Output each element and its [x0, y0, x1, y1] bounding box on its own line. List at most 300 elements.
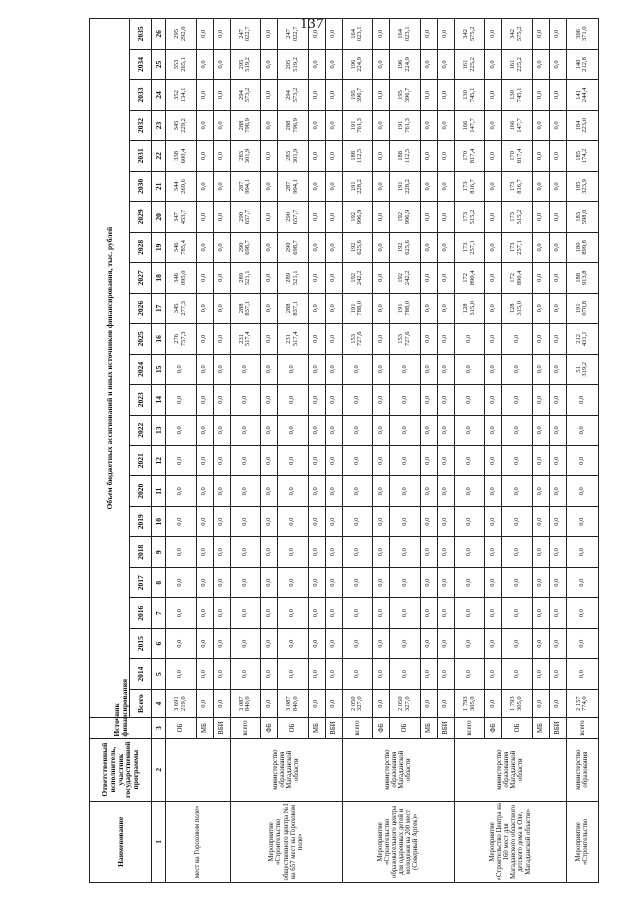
row-value: 0,0	[437, 263, 454, 293]
row-value: 0,0	[213, 354, 230, 384]
row-value: 0,0	[196, 293, 213, 323]
row-value: 0,0	[325, 354, 342, 384]
row-value: 0,0	[308, 171, 325, 201]
row-value: 0,0	[437, 49, 454, 79]
column-number: 24	[152, 80, 166, 110]
row-value: 0,0	[566, 415, 598, 445]
row-value: 0,0	[213, 415, 230, 445]
row-value: 0,0	[308, 202, 325, 232]
row-total: 3 087 840,0	[278, 689, 309, 717]
row-value: 0,0	[342, 506, 373, 536]
row-value: 0,0	[420, 293, 437, 323]
column-number: 25	[152, 49, 166, 79]
row-value: 0,0	[196, 80, 213, 110]
row-value: 173 257,1	[502, 232, 533, 262]
header-numbering-row	[152, 19, 166, 883]
row-value: 0,0	[549, 415, 566, 445]
row-total: 2 050 327,0	[342, 689, 373, 717]
row-value: 0,0	[502, 415, 533, 445]
row-value: 0,0	[454, 506, 485, 536]
row-responsible	[166, 738, 231, 801]
row-value: 0,0	[502, 567, 533, 597]
column-number: 26	[152, 19, 166, 50]
row-value: 0,0	[549, 659, 566, 689]
row-value: 0,0	[325, 293, 342, 323]
row-value: 0,0	[420, 110, 437, 140]
row-value: 0,0	[485, 19, 502, 50]
row-value: 0,0	[437, 628, 454, 658]
row-source: ВБИ	[325, 718, 342, 738]
header-year: 2024	[130, 354, 152, 384]
row-value: 290 698,7	[230, 232, 261, 262]
row-value: 188 913,8	[566, 263, 598, 293]
row-value: 0,0	[437, 324, 454, 354]
row-value: 0,0	[308, 232, 325, 262]
row-value: 0,0	[196, 415, 213, 445]
header-year: 2035	[130, 19, 152, 50]
row-value: 0,0	[485, 598, 502, 628]
row-source: МБ	[420, 718, 437, 738]
row-value: 0,0	[308, 19, 325, 50]
row-value: 0,0	[196, 628, 213, 658]
row-value: 0,0	[485, 202, 502, 232]
row-value: 0,0	[485, 628, 502, 658]
row-value: 0,0	[196, 506, 213, 536]
row-value: 0,0	[278, 385, 309, 415]
row-value: 0,0	[166, 446, 197, 476]
row-value: 346 095,0	[166, 263, 197, 293]
row-value: 0,0	[420, 354, 437, 384]
row-value: 0,0	[230, 354, 261, 384]
row-value: 0,0	[308, 476, 325, 506]
row-value: 0,0	[532, 598, 549, 628]
row-value: 0,0	[373, 324, 390, 354]
row-value: 0,0	[437, 446, 454, 476]
column-number: 15	[152, 354, 166, 384]
row-value: 0,0	[278, 354, 309, 384]
row-value: 0,0	[373, 263, 390, 293]
row-value: 294 573,2	[278, 80, 309, 110]
row-value: 0,0	[261, 293, 278, 323]
row-total: 0,0	[261, 689, 278, 717]
column-number: 20	[152, 202, 166, 232]
row-value: 0,0	[437, 293, 454, 323]
row-value: 0,0	[308, 385, 325, 415]
row-value: 0,0	[325, 110, 342, 140]
row-value: 0,0	[454, 446, 485, 476]
row-name: Мероприятие «Строительство общественного центра №1 на 657 мест на Гороховом поле»	[230, 801, 342, 882]
row-total: 0,0	[325, 689, 342, 717]
table-row	[230, 19, 261, 883]
row-value: 287 994,1	[278, 171, 309, 201]
header-volume: Объем бюджетных ассигнований и иных источников финансирования, тыс. рублей	[90, 19, 130, 718]
row-value: 0,0	[437, 232, 454, 262]
row-value: 172 890,4	[502, 263, 533, 293]
row-value: 0,0	[420, 628, 437, 658]
row-value: 0,0	[325, 628, 342, 658]
row-total: 3 087 840,0	[230, 689, 261, 717]
row-value: 0,0	[420, 476, 437, 506]
row-value: 0,0	[213, 324, 230, 354]
row-value: 0,0	[325, 141, 342, 171]
row-source: всего	[454, 718, 485, 738]
row-total: 0,0	[549, 689, 566, 717]
row-value: 0,0	[196, 385, 213, 415]
row-value: 0,0	[373, 110, 390, 140]
row-value: 352 134,1	[166, 80, 197, 110]
row-value: 0,0	[196, 263, 213, 293]
row-value: 0,0	[532, 476, 549, 506]
row-value: 0,0	[390, 567, 421, 597]
header-year: 2021	[130, 446, 152, 476]
column-number: 5	[152, 659, 166, 689]
row-value: 0,0	[532, 659, 549, 689]
row-value: 0,0	[308, 293, 325, 323]
row-value: 295 292,0	[166, 19, 197, 50]
row-value: 0,0	[485, 476, 502, 506]
row-value: 0,0	[213, 232, 230, 262]
row-source: всего	[230, 718, 261, 738]
row-value: 283 301,9	[230, 141, 261, 171]
row-value: 0,0	[502, 324, 533, 354]
row-total: 0,0	[485, 689, 502, 717]
row-value: 0,0	[261, 171, 278, 201]
row-value: 0,0	[420, 324, 437, 354]
row-value: 0,0	[213, 446, 230, 476]
row-value: 0,0	[566, 567, 598, 597]
row-value: 0,0	[230, 628, 261, 658]
row-value: 0,0	[373, 202, 390, 232]
row-value: 0,0	[532, 202, 549, 232]
row-value: 166 147,7	[454, 110, 485, 140]
row-value: 0,0	[213, 476, 230, 506]
row-value: 0,0	[213, 659, 230, 689]
row-value: 288 796,9	[278, 110, 309, 140]
row-source: ОБ	[278, 718, 309, 738]
row-value: 0,0	[230, 567, 261, 597]
row-value: 51 319,2	[566, 354, 598, 384]
row-value: 0,0	[261, 263, 278, 293]
row-value: 0,0	[549, 19, 566, 50]
row-value: 0,0	[420, 19, 437, 50]
row-value: 0,0	[342, 628, 373, 658]
row-value: 290 698,7	[278, 232, 309, 262]
row-source: ОБ	[166, 718, 197, 738]
table-row	[454, 19, 485, 883]
row-value: 0,0	[454, 537, 485, 567]
row-value: 0,0	[308, 354, 325, 384]
row-value: 0,0	[261, 659, 278, 689]
row-value: 0,0	[485, 171, 502, 201]
row-value: 0,0	[437, 659, 454, 689]
row-value: 0,0	[196, 354, 213, 384]
row-source: всего	[342, 718, 373, 738]
row-source: ФБ	[485, 718, 502, 738]
row-value: 0,0	[261, 202, 278, 232]
row-value: 0,0	[373, 232, 390, 262]
row-responsible: министерство образования Магаданской области	[230, 738, 342, 801]
row-value: 0,0	[549, 628, 566, 658]
row-value: 295 519,2	[230, 49, 261, 79]
row-value: 231 517,4	[278, 324, 309, 354]
row-value: 0,0	[502, 537, 533, 567]
header-name: Наименование	[90, 801, 152, 882]
row-value: 0,0	[261, 232, 278, 262]
row-value: 0,0	[230, 659, 261, 689]
row-name: Мероприятие «Строительство Центра на 160 мест для Магаданского областного детского дома в Оле, Магаданской области»	[454, 801, 566, 882]
row-value: 185 174,2	[566, 141, 598, 171]
row-value: 0,0	[308, 80, 325, 110]
row-value: 0,0	[325, 385, 342, 415]
row-value: 0,0	[454, 598, 485, 628]
row-value: 128 315,0	[454, 293, 485, 323]
row-responsible: министерство образования Магаданской области	[342, 738, 454, 801]
row-value: 0,0	[532, 232, 549, 262]
row-value: 0,0	[325, 202, 342, 232]
row-value: 140 212,8	[566, 49, 598, 79]
row-value: 0,0	[261, 567, 278, 597]
row-value: 0,0	[230, 476, 261, 506]
row-source: ФБ	[261, 718, 278, 738]
row-value: 0,0	[566, 537, 598, 567]
row-value: 192 996,9	[342, 202, 373, 232]
row-value: 0,0	[278, 628, 309, 658]
row-value: 0,0	[196, 659, 213, 689]
row-value: 173 515,2	[454, 202, 485, 232]
row-value: 0,0	[213, 171, 230, 201]
row-value: 0,0	[230, 598, 261, 628]
row-value: 0,0	[549, 110, 566, 140]
row-value: 191 761,3	[390, 110, 421, 140]
row-value: 0,0	[196, 19, 213, 50]
row-value: 0,0	[166, 476, 197, 506]
row-value: 0,0	[308, 110, 325, 140]
row-value: 0,0	[342, 537, 373, 567]
row-value: 0,0	[454, 385, 485, 415]
row-value: 0,0	[532, 141, 549, 171]
row-value: 0,0	[532, 567, 549, 597]
row-value: 287 994,1	[230, 171, 261, 201]
row-value: 0,0	[420, 567, 437, 597]
row-value: 0,0	[196, 171, 213, 201]
header-year: 2028	[130, 232, 152, 262]
row-value: 0,0	[502, 385, 533, 415]
column-number: 10	[152, 506, 166, 536]
row-value: 0,0	[437, 506, 454, 536]
column-number: 14	[152, 385, 166, 415]
header-year: 2019	[130, 506, 152, 536]
header-year: 2033	[130, 80, 152, 110]
row-total: 0,0	[420, 689, 437, 717]
row-value: 0,0	[213, 537, 230, 567]
row-value: 0,0	[373, 141, 390, 171]
row-value: 0,0	[420, 171, 437, 201]
column-number: 12	[152, 446, 166, 476]
header-year: 2017	[130, 567, 152, 597]
row-value: 0,0	[420, 506, 437, 536]
row-value: 0,0	[166, 385, 197, 415]
header-year: 2031	[130, 141, 152, 171]
row-value: 0,0	[420, 537, 437, 567]
row-value: 0,0	[325, 80, 342, 110]
row-value: 338 600,4	[166, 141, 197, 171]
row-value: 0,0	[325, 263, 342, 293]
header-year: 2030	[130, 171, 152, 201]
row-value: 0,0	[454, 476, 485, 506]
row-source: ФБ	[373, 718, 390, 738]
row-value: 396 371,0	[566, 19, 598, 50]
row-value: 0,0	[308, 415, 325, 445]
header-year: 2022	[130, 415, 152, 445]
row-value: 0,0	[261, 110, 278, 140]
row-value: 192 996,9	[390, 202, 421, 232]
header-year: 2014	[130, 659, 152, 689]
row-value: 0,0	[342, 476, 373, 506]
row-value: 0,0	[485, 567, 502, 597]
row-value: 0,0	[532, 324, 549, 354]
row-value: 0,0	[485, 537, 502, 567]
column-number: 13	[152, 415, 166, 445]
row-value: 0,0	[196, 232, 213, 262]
row-value: 0,0	[213, 385, 230, 415]
row-value: 0,0	[373, 415, 390, 445]
row-value: 0,0	[261, 19, 278, 50]
row-value: 0,0	[437, 354, 454, 384]
row-value: 0,0	[390, 385, 421, 415]
row-total: 0,0	[196, 689, 213, 717]
row-value: 0,0	[308, 324, 325, 354]
row-value: 191 788,0	[342, 293, 373, 323]
row-value: 0,0	[230, 385, 261, 415]
row-value: 0,0	[532, 80, 549, 110]
column-number: 17	[152, 293, 166, 323]
row-value: 0,0	[308, 263, 325, 293]
header-row-1	[90, 19, 130, 883]
row-value: 0,0	[566, 659, 598, 689]
row-value: 0,0	[373, 476, 390, 506]
row-value: 0,0	[532, 263, 549, 293]
row-value: 185 323,9	[566, 171, 598, 201]
row-value: 0,0	[485, 293, 502, 323]
row-value: 0,0	[325, 659, 342, 689]
row-value: 0,0	[166, 537, 197, 567]
header-year: 2025	[130, 324, 152, 354]
row-value: 0,0	[420, 415, 437, 445]
row-value: 0,0	[485, 659, 502, 689]
row-value: 0,0	[420, 263, 437, 293]
row-value: 0,0	[261, 415, 278, 445]
row-value: 0,0	[325, 476, 342, 506]
row-value: 0,0	[166, 506, 197, 536]
row-value: 164 023,1	[390, 19, 421, 50]
row-value: 170 817,4	[502, 141, 533, 171]
row-total: 2 050 327,0	[390, 689, 421, 717]
row-value: 342 575,2	[502, 19, 533, 50]
row-value: 0,0	[549, 324, 566, 354]
header-year: 2026	[130, 293, 152, 323]
row-value: 195 396,7	[342, 80, 373, 110]
row-value: 0,0	[373, 628, 390, 658]
row-total: 0,0	[532, 689, 549, 717]
row-value: 0,0	[566, 598, 598, 628]
row-value: 0,0	[166, 415, 197, 445]
column-number: 8	[152, 567, 166, 597]
row-value: 0,0	[502, 476, 533, 506]
column-number: 3	[152, 718, 166, 738]
row-value: 0,0	[213, 293, 230, 323]
row-value: 0,0	[373, 354, 390, 384]
row-value: 0,0	[308, 567, 325, 597]
row-value: 0,0	[308, 506, 325, 536]
header-responsible: Ответственный исполнитель, участник государственной программы	[90, 738, 152, 801]
header-year: 2027	[130, 263, 152, 293]
row-value: 0,0	[342, 598, 373, 628]
row-value: 0,0	[485, 80, 502, 110]
row-value: 295 519,2	[278, 49, 309, 79]
row-name: Мероприятие «Строительство	[566, 801, 598, 882]
row-value: 0,0	[196, 110, 213, 140]
row-value: 0,0	[325, 324, 342, 354]
row-total: 0,0	[437, 689, 454, 717]
row-value: 0,0	[325, 415, 342, 445]
row-value: 173 257,1	[454, 232, 485, 262]
row-value: 0,0	[213, 628, 230, 658]
row-value: 0,0	[325, 567, 342, 597]
header-year: 2018	[130, 537, 152, 567]
row-value: 288 837,1	[230, 293, 261, 323]
row-value: 0,0	[196, 324, 213, 354]
row-value: 196 224,9	[342, 49, 373, 79]
row-value: 0,0	[278, 537, 309, 567]
row-value: 0,0	[213, 141, 230, 171]
row-value: 0,0	[373, 567, 390, 597]
row-value: 0,0	[420, 80, 437, 110]
row-value: 0,0	[261, 141, 278, 171]
row-value: 173 515,2	[502, 202, 533, 232]
row-value: 0,0	[213, 567, 230, 597]
column-number: 22	[152, 141, 166, 171]
row-value: 0,0	[549, 49, 566, 79]
row-value: 0,0	[485, 49, 502, 79]
row-value: 0,0	[261, 80, 278, 110]
row-value: 0,0	[373, 537, 390, 567]
row-value: 0,0	[437, 598, 454, 628]
row-value: 0,0	[485, 446, 502, 476]
header-year: 2015	[130, 628, 152, 658]
row-value: 0,0	[549, 293, 566, 323]
row-value: 0,0	[308, 628, 325, 658]
row-total: 0,0	[308, 689, 325, 717]
row-source: ОБ	[390, 718, 421, 738]
row-value: 191 228,2	[342, 171, 373, 201]
column-number: 19	[152, 232, 166, 262]
row-value: 0,0	[390, 628, 421, 658]
row-value: 0,0	[308, 598, 325, 628]
row-value: 0,0	[196, 567, 213, 597]
row-value: 0,0	[230, 506, 261, 536]
row-value: 0,0	[532, 49, 549, 79]
row-value: 0,0	[532, 293, 549, 323]
row-value: 0,0	[278, 659, 309, 689]
row-value: 0,0	[549, 567, 566, 597]
row-value: 141 244,4	[566, 80, 598, 110]
row-value: 0,0	[196, 476, 213, 506]
row-value: 0,0	[308, 49, 325, 79]
row-value: 0,0	[342, 446, 373, 476]
row-value: 0,0	[454, 354, 485, 384]
row-value: 0,0	[230, 537, 261, 567]
row-value: 0,0	[454, 415, 485, 445]
